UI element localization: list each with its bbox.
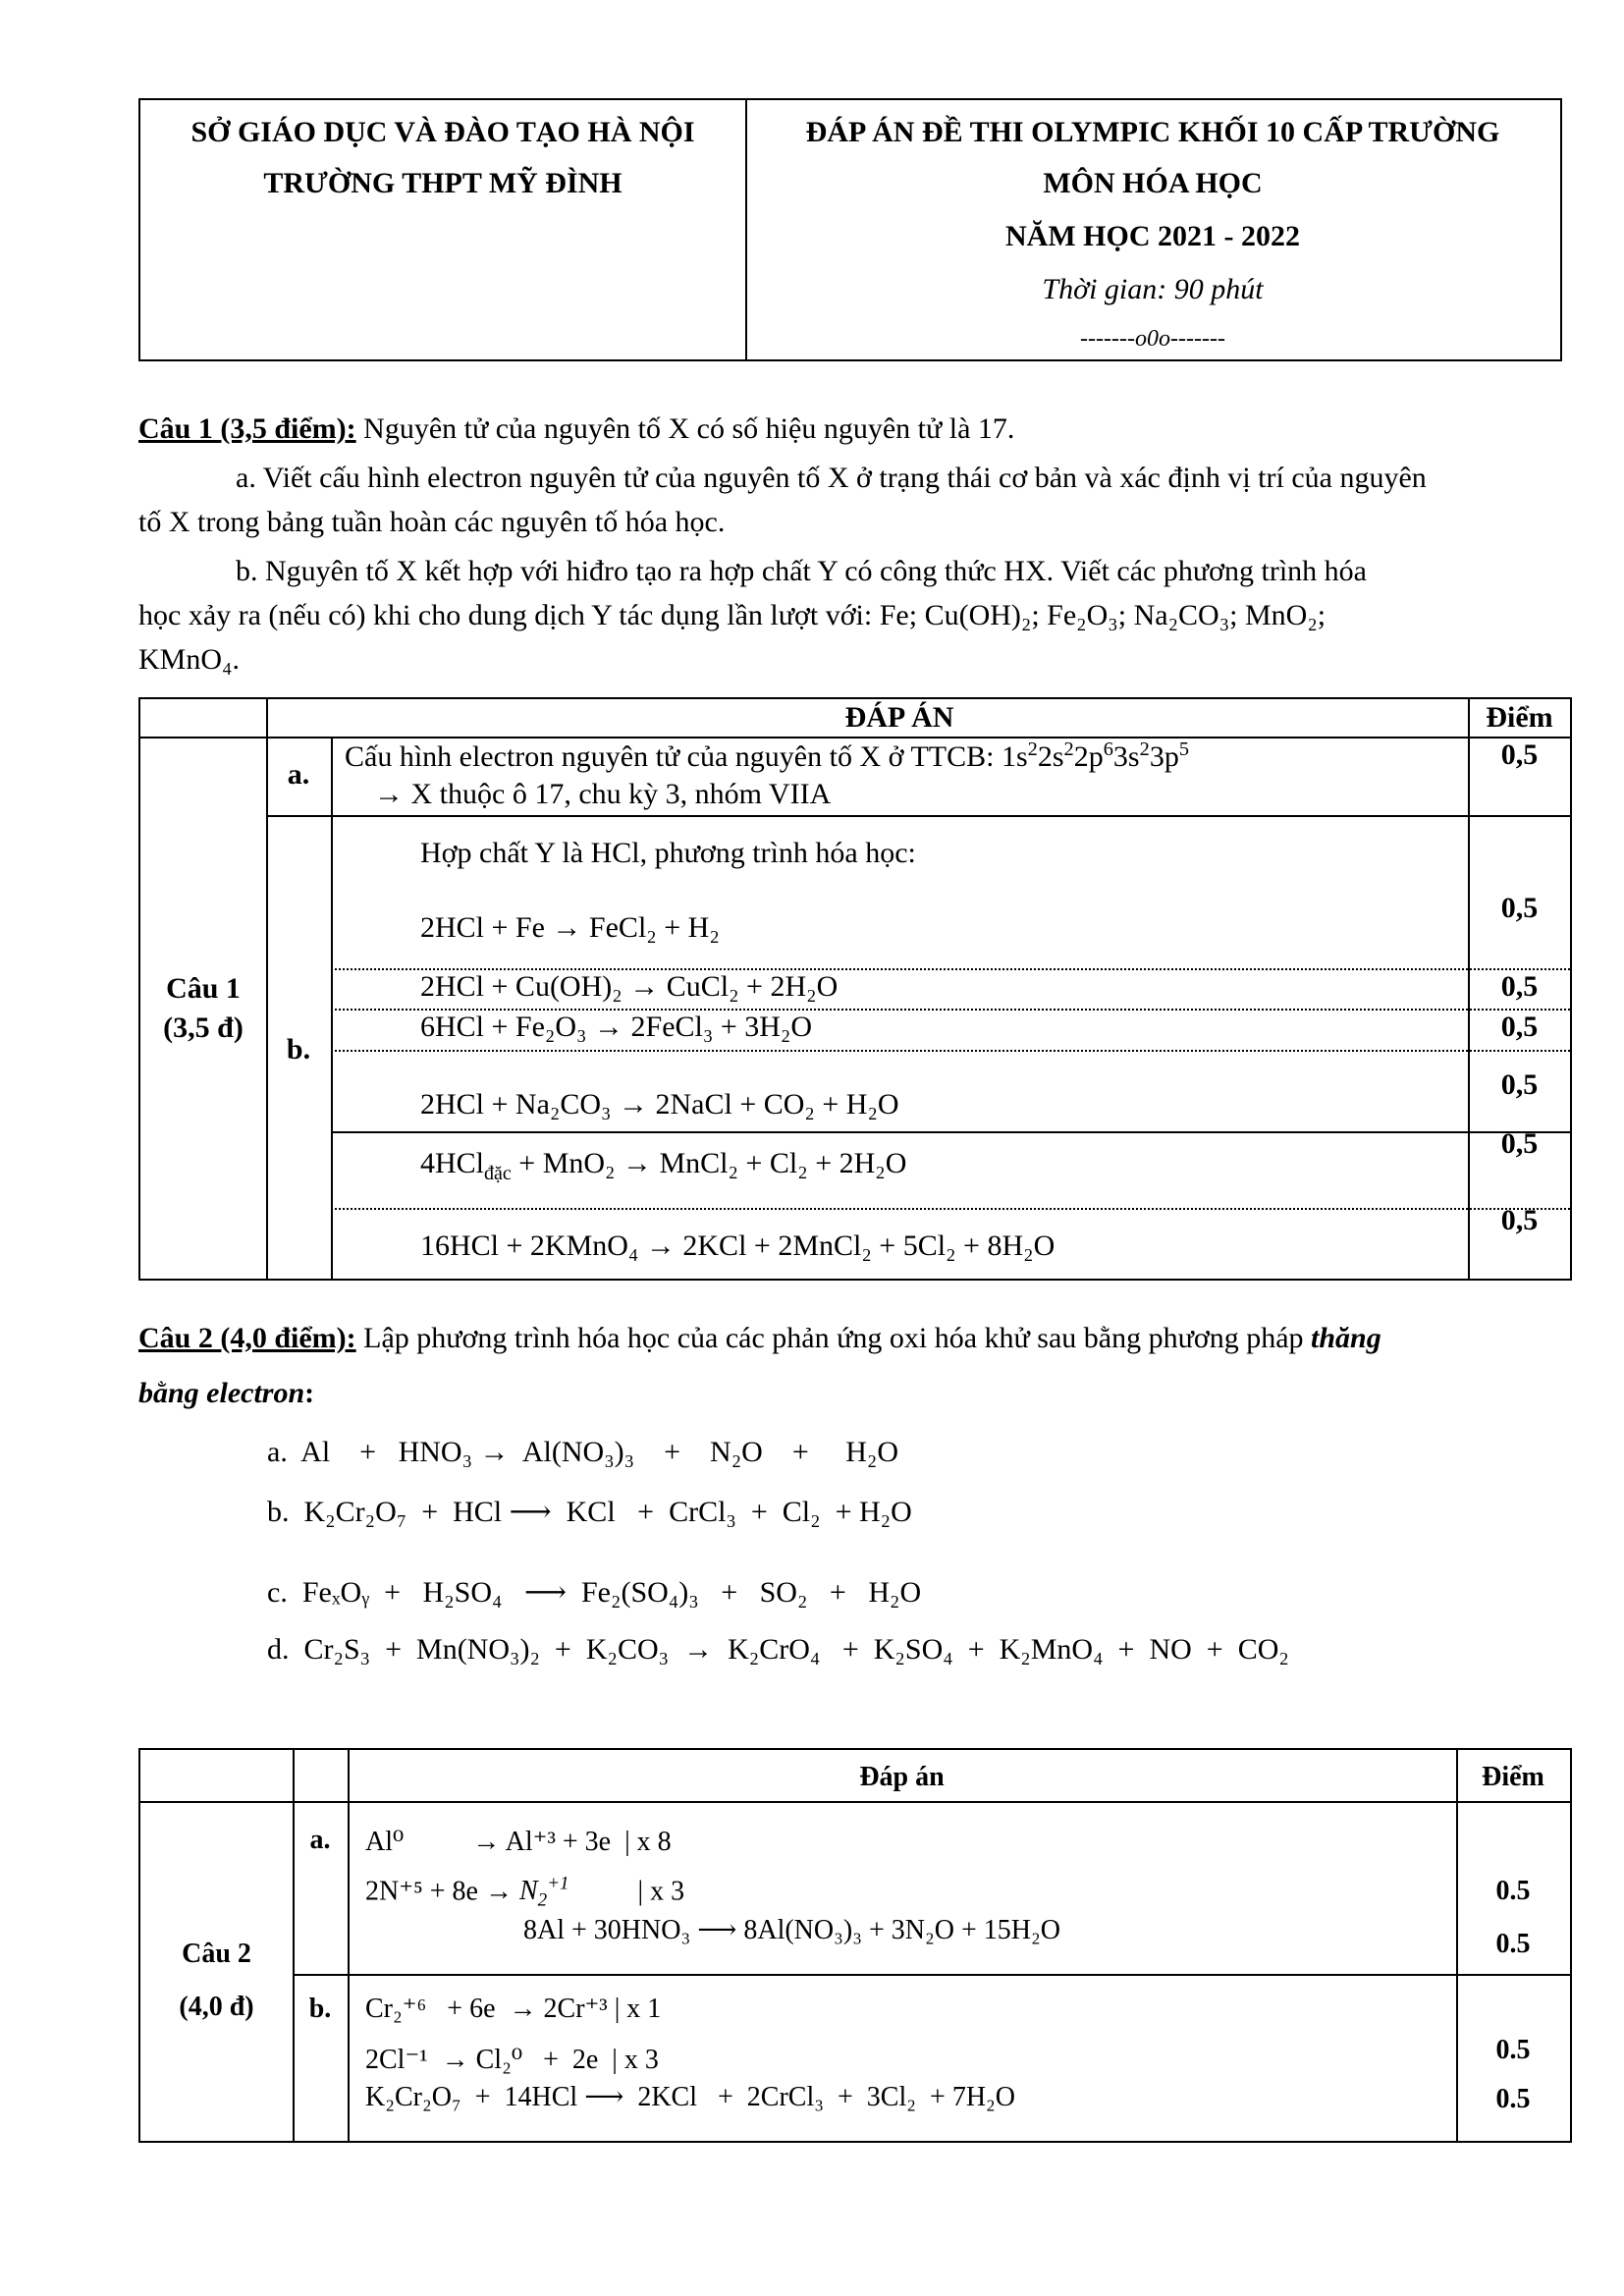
q2-method-line — [138, 1377, 314, 1410]
t2-score-b2: 0.5 — [1495, 2084, 1531, 2114]
q2-eq-c: c. FeₓOᵧ + H₂SO₄ ⟶ Fe₂(SO₄)₃ + SO₂ + H₂O — [267, 1576, 922, 1609]
q2-eq-a: a. Al + HNO₃ → Al(NO₃)₃ + N₂O + H₂O — [267, 1436, 899, 1468]
t1-score-eq6: 0,5 — [1500, 1204, 1539, 1236]
header-box — [138, 98, 1562, 361]
q2-answer-table — [138, 1748, 1572, 2143]
t1-row-label-2: (3,5 đ) — [163, 1011, 244, 1044]
t2-header-answer: Đáp án — [859, 1762, 945, 1792]
header-separator: -------o0o------- — [1080, 326, 1225, 352]
department-name: SỞ GIÁO DỤC VÀ ĐÀO TẠO HÀ NỘI — [190, 116, 695, 148]
t2-b-oxidation: 2Cl⁻¹ → Cl₂⁰ + 2e | x 3 — [365, 2045, 659, 2075]
t1-eq6: 16HCl + 2KMnO₄ → 2KCl + 2MnCl₂ + 5Cl₂ + 8H₂O — [420, 1230, 1056, 1262]
t1-part-a: a. — [287, 758, 310, 791]
t2-header-divider — [140, 1801, 1570, 1803]
school-name: TRƯỜNG THPT MỸ ĐÌNH — [263, 167, 623, 199]
t1-a-config-text: Cấu hình electron nguyên tử của nguyên tố X ở TTCB: 1s — [345, 740, 1028, 773]
t2-row-divider — [293, 1974, 1570, 1976]
t2-score-a2: 0.5 — [1495, 1929, 1531, 1959]
t1-score-eq1: 0,5 — [1500, 892, 1539, 924]
q1-part-a-line1: a. Viết cấu hình electron nguyên tử của nguyên tố X ở trạng thái cơ bản và xác định vị trí của nguyên — [236, 462, 1427, 494]
t2-b-balanced: K₂Cr₂O₇ + 14HCl ⟶ 2KCl + 2CrCl₃ + 3Cl₂ + 7H₂O — [365, 2082, 1016, 2112]
t2-b-reduction: Cr₂⁺⁶ + 6e → 2Cr⁺³ | x 1 — [365, 1994, 662, 2024]
t1-b-intro: Hợp chất Y là HCl, phương trình hóa học: — [420, 837, 916, 869]
t1-score-eq5: 0,5 — [1500, 1127, 1539, 1160]
q1-intro — [138, 412, 1014, 446]
t1-eq5-sub: đặc — [484, 1163, 512, 1184]
header-left — [140, 100, 747, 359]
t1-eq5-reactant: 4HCl — [420, 1147, 485, 1179]
q2-intro — [138, 1322, 1381, 1355]
q1-label: Câu 1 (3,5 điểm): — [138, 412, 356, 445]
t2-part-b: b. — [308, 1994, 332, 2024]
t2-a-reduction — [365, 1874, 684, 1912]
t2-a-balanced: 8Al + 30HNO₃ ⟶ 8Al(NO₃)₃ + 3N₂O + 15H₂O — [523, 1915, 1060, 1945]
t1-header-score: Điểm — [1486, 701, 1553, 734]
q1-part-b-line2: học xảy ra (nếu có) khi cho dung dịch Y tác dụng lần lượt với: Fe; Cu(OH)₂; Fe₂O₃; Na₂CO₃; MnO₂; — [138, 599, 1326, 631]
t2-a-reduction-right: | x 3 — [568, 1876, 685, 1907]
t1-eq4: 2HCl + Na₂CO₃ → 2NaCl + CO₂ + H₂O — [420, 1088, 899, 1121]
t1-row-divider-a — [266, 815, 1570, 817]
t1-score-eq3: 0,5 — [1500, 1011, 1539, 1043]
t2-score-a1: 0.5 — [1495, 1876, 1531, 1906]
t2-score-b1: 0.5 — [1495, 2035, 1531, 2065]
q2-colon: : — [304, 1377, 315, 1409]
t2-a-oxidation: Al⁰ → Al⁺³ + 3e | x 8 — [365, 1827, 672, 1857]
t1-eq2: 2HCl + Cu(OH)₂ → CuCl₂ + 2H₂O — [420, 970, 839, 1003]
t1-a-electron-config: Cấu hình electron nguyên tử của nguyên tố X ở TTCB: $1s^22s^22p^63s^23p^5$ — [345, 738, 1190, 773]
q2-method-1: thăng — [1311, 1322, 1381, 1354]
t2-col-divider-1 — [293, 1750, 295, 2141]
t1-header-answer: ĐÁP ÁN — [844, 701, 954, 734]
t1-dotted-4 — [331, 1208, 1570, 1210]
t2-row-label-2: (4,0 đ) — [179, 1992, 254, 2022]
q1-part-a-line2: tố X trong bảng tuần hoàn các nguyên tố hóa học. — [138, 506, 726, 538]
subject-title: MÔN HÓA HỌC — [1043, 167, 1263, 199]
t1-part-b: b. — [286, 1033, 311, 1066]
t1-eq1: 2HCl + Fe → FeCl₂ + H₂ — [420, 911, 720, 944]
t1-row-divider-5 — [331, 1131, 1570, 1133]
t1-eq5-rest: + MnO₂ → MnCl₂ + Cl₂ + 2H₂O — [511, 1147, 907, 1179]
t1-dotted-3 — [331, 1050, 1570, 1052]
q1-part-b-line3: KMnO₄. — [138, 643, 240, 676]
t2-col-divider-2 — [348, 1750, 350, 2141]
q2-eq-d: d. Cr₂S₃ + Mn(NO₃)₂ + K₂CO₃ → K₂CrO₄ + K₂SO₄ + K₂MnO₄ + NO + CO₂ — [267, 1633, 1289, 1666]
q2-intro-text: Lập phương trình hóa học của các phản ứng oxi hóa khử sau bằng phương pháp — [355, 1322, 1312, 1354]
q1-answer-table — [138, 697, 1572, 1281]
t1-eq5 — [420, 1147, 906, 1185]
q2-method-2: bằng electron — [138, 1377, 305, 1409]
t2-part-a: a. — [309, 1825, 331, 1855]
exam-duration: Thời gian: 90 phút — [1042, 273, 1264, 305]
q2-eq-b: b. K₂Cr₂O₇ + HCl ⟶ KCl + CrCl₃ + Cl₂ + H₂O — [267, 1496, 912, 1528]
t2-a-reduction-left: 2N⁺⁵ + 8e → — [365, 1876, 519, 1907]
exam-title: ĐÁP ÁN ĐỀ THI OLYMPIC KHỐI 10 CẤP TRƯỜNG — [805, 116, 1500, 148]
t1-row-label-1: Câu 1 — [166, 972, 241, 1005]
header-right — [745, 100, 1560, 359]
q1-part-b-line1: b. Nguyên tố X kết hợp với hiđro tạo ra hợp chất Y có công thức HX. Viết các phương trình hóa — [236, 555, 1367, 587]
q1-intro-text: Nguyên tử của nguyên tố X có số hiệu nguyên tử là 17. — [355, 412, 1015, 445]
t2-a-n2-species: $N_2^{+1}$ — [518, 1874, 569, 1911]
t2-row-label-1: Câu 2 — [182, 1939, 251, 1969]
t1-score-a: 0,5 — [1500, 738, 1539, 771]
school-year: NĂM HỌC 2021 - 2022 — [1005, 220, 1300, 252]
t1-score-eq4: 0,5 — [1500, 1068, 1539, 1101]
t1-a-position: → X thuộc ô 17, chu kỳ 3, nhóm VIIA — [374, 778, 832, 810]
t1-eq3: 6HCl + Fe₂O₃ → 2FeCl₃ + 3H₂O — [420, 1011, 813, 1043]
t2-header-score: Điểm — [1482, 1762, 1544, 1792]
q2-label: Câu 2 (4,0 điểm): — [138, 1322, 356, 1354]
t1-score-eq2: 0,5 — [1500, 970, 1539, 1003]
